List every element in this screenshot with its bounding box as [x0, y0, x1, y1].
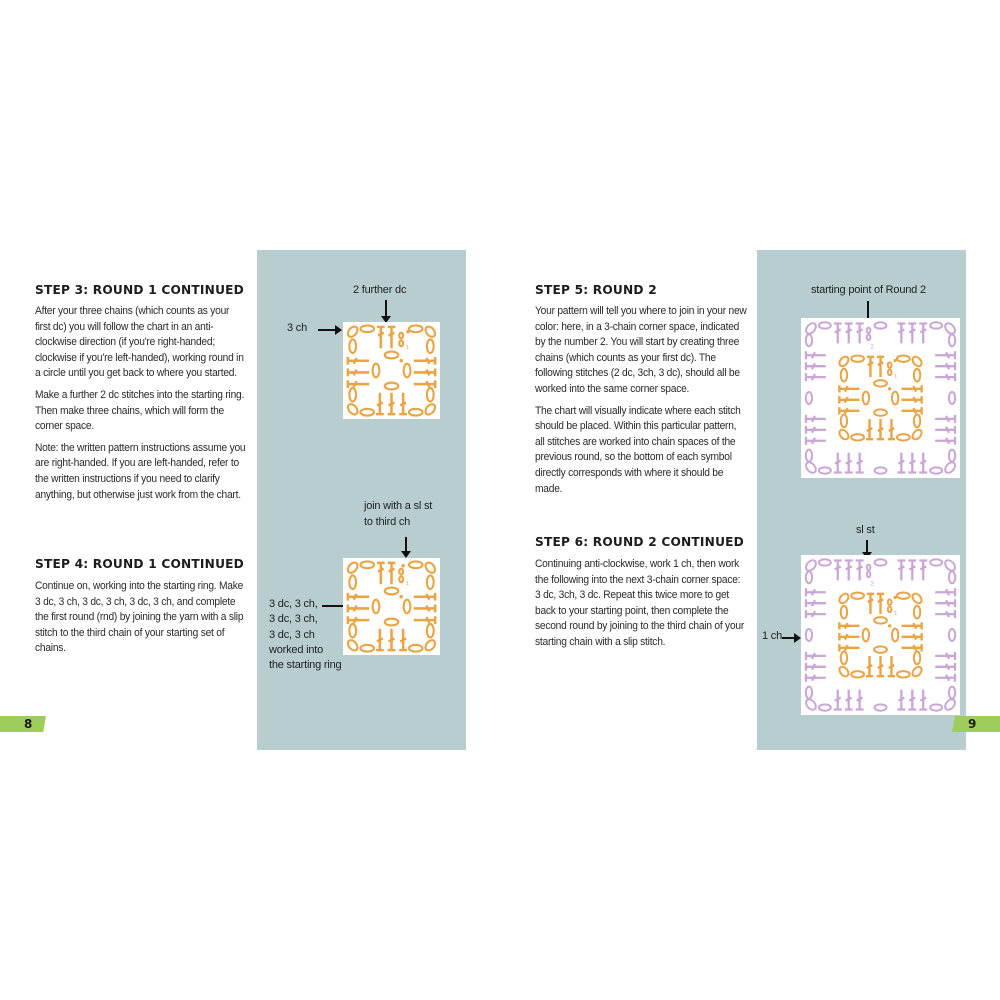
chart-label-worked-into-ring	[269, 597, 341, 673]
label-line: 3 dc, 3 ch,	[269, 598, 318, 610]
arrowhead-icon	[335, 325, 342, 335]
right-page	[500, 0, 1000, 1000]
svg-text:1: 1	[894, 373, 898, 380]
round2-complete-chart	[801, 555, 960, 715]
step3-note: Note: the written pattern instructions assume you are right-handed. If you are left-handed, refer to the written instructions if you need to clarify anything, but otherwise just work from the chart.	[35, 441, 246, 501]
step4-heading: STEP 4: ROUND 1 CONTINUED	[35, 557, 245, 571]
chart-label-starting-point: starting point of Round 2	[811, 284, 926, 296]
round2-crochet-chart	[801, 318, 960, 478]
arrowhead-icon	[401, 551, 411, 558]
round2-crochet-chart	[801, 555, 960, 715]
page-number: 8	[24, 717, 33, 731]
step5-paragraph: The chart will visually indicate where each stitch should be placed. Within this particular pattern, all stitches are worked into chain spaces of the previous round, so the bottom of each symbol directly corresponds with where it should be made.	[535, 404, 741, 495]
chart-label-further-dc: 2 further dc	[353, 284, 407, 296]
svg-text:1: 1	[406, 345, 410, 352]
round1-chart	[343, 322, 440, 419]
step3-heading: STEP 3: ROUND 1 CONTINUED	[35, 283, 245, 297]
step4-body	[35, 579, 247, 663]
step3-body	[35, 304, 247, 509]
step5-paragraph: Your pattern will tell you where to join in your new color: here, in a 3-chain corner space, indicated by the number 2. You will start by creating three chains (which counts as your first dc). The following stitches (2 dc, 3ch, 3 dc), should all be worked into the same corner space.	[535, 305, 747, 395]
svg-text:1: 1	[894, 610, 898, 617]
arrowhead-icon	[794, 633, 801, 643]
step4-paragraph: Continue on, working into the starting ring. Make 3 dc, 3 ch, 3 dc, 3 ch, 3 dc, 3 ch, and complete the first round (rnd) by joining the yarn with a slip stitch to the third chain of your starting set of chains.	[35, 580, 244, 655]
round1-crochet-chart	[343, 558, 440, 655]
chart-label-sl-st: sl st	[856, 524, 875, 536]
step6-paragraph: Continuing anti-clockwise, work 1 ch, then work the following into the next 3-chain corner space: 3 dc, 3ch, 3 dc. Repeat this twice more to get back to your starting point, then complete the second round by joining to the third chain of your starting chain with a slip stitch.	[535, 558, 745, 648]
svg-text:2: 2	[870, 344, 874, 351]
step5-body	[535, 304, 747, 503]
step3-paragraph: Make a further 2 dc stitches into the starting ring. Then make three chains, which will form the corner space.	[35, 388, 245, 433]
svg-text:2: 2	[870, 581, 874, 588]
round2-start-chart	[801, 318, 960, 478]
label-line: 3 dc, 3 ch	[269, 628, 315, 641]
svg-text:1: 1	[406, 581, 410, 588]
step3-paragraph: After your three chains (which counts as your first dc) you will follow the chart in an anti-clockwise direction (if you're right-handed; clockwise if you're left-handed), working round in a circle until you get back to where you started.	[35, 305, 244, 380]
arrow-right-icon	[318, 329, 336, 331]
round1-complete-chart	[343, 558, 440, 655]
label-line: 3 dc, 3 ch,	[269, 613, 318, 626]
step5-heading: STEP 5: ROUND 2	[535, 283, 657, 297]
chart-label-1ch: 1 ch	[762, 630, 782, 642]
round1-crochet-chart	[343, 322, 440, 419]
chart-label-join: join with a sl st	[364, 500, 433, 512]
chart-label-join-2: to third ch	[364, 516, 411, 528]
chart-label-3ch: 3 ch	[287, 322, 307, 334]
label-line: the starting ring	[269, 659, 342, 672]
step6-heading: STEP 6: ROUND 2 CONTINUED	[535, 535, 745, 549]
label-line: worked into	[269, 643, 324, 656]
step6-body	[535, 557, 747, 657]
page-number-tab	[0, 716, 46, 732]
page-number: 9	[968, 717, 977, 731]
